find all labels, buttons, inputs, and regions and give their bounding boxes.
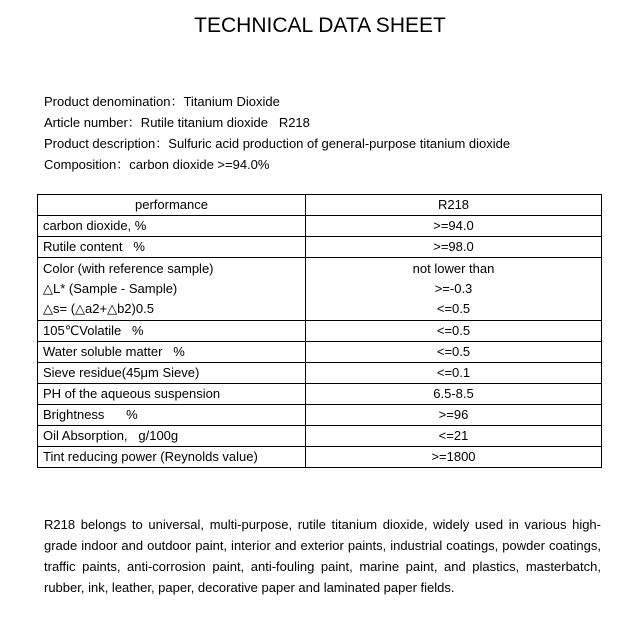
composition: Composition：carbon dioxide >=94.0% [44,157,270,172]
article-number: Article number：Rutile titanium dioxide R218 [44,115,310,130]
color-property [38,258,306,321]
row-property: Oil Absorption, g/100g [38,426,306,447]
row-property: carbon dioxide, % [38,216,306,237]
table-row [38,426,602,447]
product-application-paragraph: R218 belongs to universal, multi-purpose, rutile titanium dioxide, widely used in various high-grade indoor and outdoor paint, interior and exterior paints, industrial coatings, powder coatings, traffic paints, anti-corrosion paint, anti-fouling paint, marine paint, and plastics, masterbatch, rubber, ink, leather, paper, decorative paper and laminated paper fields. [44,517,601,595]
product-denomination: Product denomination：Titanium Dioxide [44,94,280,109]
row-value: <=0.1 [306,363,602,384]
color-value-line: <=0.5 [436,301,471,316]
row-value: <=21 [306,426,602,447]
row-value: >=94.0 [306,216,602,237]
row-value: >=98.0 [306,237,602,258]
color-value-line: >=-0.3 [434,281,473,296]
row-value: <=0.5 [306,342,602,363]
document-title: TECHNICAL DATA SHEET [194,14,446,37]
table-row [38,447,602,468]
color-line: △s= (△a2+△b2)0.5 [43,301,154,316]
row-property: Tint reducing power (Reynolds value) [38,447,306,468]
table-row [38,237,602,258]
color-value [306,258,602,321]
table-row [38,363,602,384]
header-grade: R218 [306,195,602,216]
table-row-color [38,258,602,321]
row-property: PH of the aqueous suspension [38,384,306,405]
row-property: Water soluble matter % [38,342,306,363]
color-line: Color (with reference sample) [43,261,214,276]
row-value: >=96 [306,405,602,426]
row-value: <=0.5 [306,321,602,342]
product-description: Product description：Sulfuric acid production of general-purpose titanium dioxide [44,136,511,151]
color-line: △L* (Sample - Sample) [43,281,178,296]
header-performance: performance [38,195,306,216]
table-row [38,342,602,363]
table-header-row [38,195,602,216]
row-value: 6.5-8.5 [306,384,602,405]
specification-table [37,194,602,468]
row-value: >=1800 [306,447,602,468]
row-property: 105℃Volatile % [38,321,306,342]
row-property: Rutile content % [38,237,306,258]
color-value-line: not lower than [412,261,495,276]
table-row [38,216,602,237]
row-property: Sieve residue(45μm Sieve) [38,363,306,384]
table-row [38,321,602,342]
table-row [38,384,602,405]
table-row [38,405,602,426]
product-info [44,91,510,175]
row-property: Brightness % [38,405,306,426]
